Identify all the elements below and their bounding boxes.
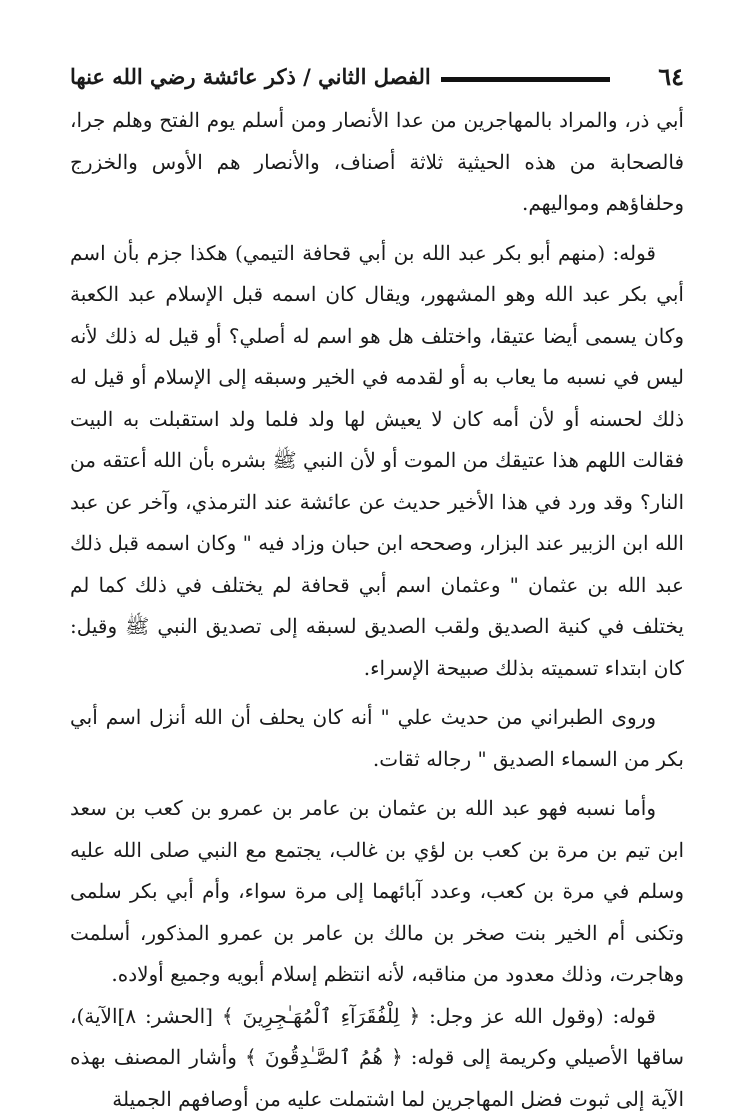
body-text <box>70 100 684 1120</box>
paragraph-1: أبي ذر، والمراد بالمهاجرين من عدا الأنصار ومن أسلم يوم الفتح وهلم جرا، فالصحابة من هذه الحيثية ثلاثة أصناف، والأنصار هم الأوس والخزرج وحلفاؤهم ومواليهم. <box>70 100 684 225</box>
page-number: ٦٤ <box>624 62 684 91</box>
paragraph-2: قوله: (منهم أبو بكر عبد الله بن أبي قحافة التيمي) هكذا جزم بأن اسم أبي بكر عبد الله وهو المشهور، ويقال كان اسمه قبل الإسلام عبد الكعبة وكان يسمى أيضا عتيقا، واختلف هل هو اسم له أصلي؟ أو قيل له ذلك لأنه ليس في نسبه ما يعاب به أو لقدمه في الخير وسبقه إلى الإسلام أو قيل له ذلك لحسنه أو لأن أمه كان لا يعيش لها ولد فلما ولد استقبلت به البيت فقالت اللهم هذا عتيقك من الموت أو لأن النبي ﷺ بشره بأن الله أعتقه من النار؟ وقد ورد في هذا الأخير حديث عن عائشة عند الترمذي، وآخر عن عبد الله ابن الزبير عند البزار، وصححه ابن حبان وزاد فيه " وكان اسمه قبل ذلك عبد الله بن عثمان " وعثمان اسم أبي قحافة لم يختلف في ذلك كما لم يختلف في كنية الصديق ولقب الصديق لسبقه إلى تصديق النبي ﷺ وقيل: كان ابتداء تسميته بذلك صبيحة الإسراء. <box>70 233 684 690</box>
header-rule <box>441 77 610 82</box>
paragraph-3: وروى الطبراني من حديث علي " أنه كان يحلف أن الله أنزل اسم أبي بكر من السماء الصديق " رجاله ثقات. <box>70 697 684 780</box>
paragraph-5: قوله: (وقول الله عز وجل: ﴿ لِلْفُقَرَآءِ ٱلْمُهَـٰجِرِينَ ﴾ [الحشر: ٨]الآية)، ساقها الأصيلي وكريمة إلى قوله: ﴿ هُمُ ٱلصَّـٰدِقُونَ ﴾ وأشار المصنف بهذه الآية إلى ثبوت فضل المهاجرين لما اشتملت عليه من أوصافهم الجميلة <box>70 996 684 1120</box>
paragraph-4: وأما نسبه فهو عبد الله بن عثمان بن عامر بن عمرو بن كعب بن سعد ابن تيم بن مرة بن كعب بن لؤي بن غالب، يجتمع مع النبي صلى الله عليه وسلم في مرة بن كعب، وعدد آبائهما إلى مرة سواء، وأم أبي بكر سلمى وتكنى أم الخير بنت صخر بن مالك بن عامر بن عمرو المذكور، أسلمت وهاجرت، وذلك معدود من مناقبه، لأنه انتظم إسلام أبويه وجميع أولاده. <box>70 788 684 996</box>
page-header <box>70 56 684 96</box>
running-title: الفصل الثاني / ذكر عائشة رضي الله عنها <box>70 64 431 89</box>
